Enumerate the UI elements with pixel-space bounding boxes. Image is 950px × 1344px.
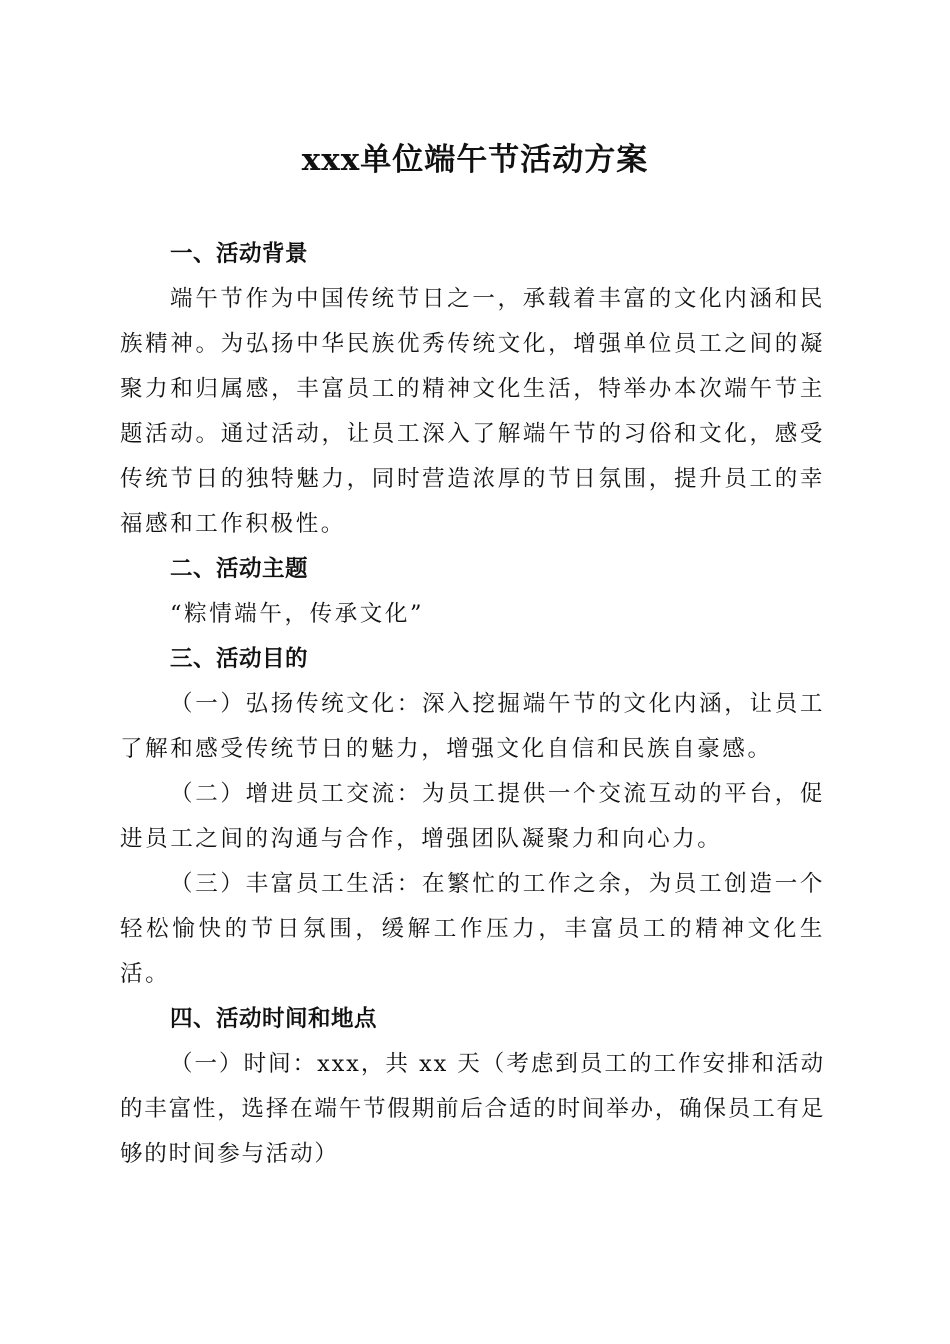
theme-paragraph: “粽情端午，传承文化” — [170, 601, 425, 627]
purpose-item-3: （三）丰富员工生活：在繁忙的工作之余，为员工创造一个轻松愉快的节日氛围，缓解工作压力，丰富员工的精神文化生活。 — [120, 871, 825, 987]
document-title: xxx单位端午节活动方案 — [301, 142, 649, 178]
background-paragraph: 端午节作为中国传统节日之一，承载着丰富的文化内涵和民族精神。为弘扬中华民族优秀传统文化，增强单位员工之间的凝聚力和归属感，丰富员工的精神文化生活，特举办本次端午节主题活动。通过活动，让员工深入了解端午节的习俗和文化，感受传统节日的独特魅力，同时营造浓厚的节日氛围，提升员工的幸福感和工作积极性。 — [120, 286, 825, 537]
section-heading-background: 一、活动背景 — [170, 241, 309, 267]
section-heading-time-place: 四、活动时间和地点 — [170, 1006, 378, 1032]
section-heading-theme: 二、活动主题 — [170, 556, 309, 582]
section-heading-purpose: 三、活动目的 — [170, 646, 309, 672]
time-item-1: （一）时间：xxx，共 xx 天（考虑到员工的工作安排和活动的丰富性，选择在端午节假期前后合适的时间举办，确保员工有足够的时间参与活动） — [120, 1051, 825, 1167]
purpose-item-2: （二）增进员工交流：为员工提供一个交流互动的平台，促进员工之间的沟通与合作，增强团队凝聚力和向心力。 — [120, 781, 825, 852]
document-body — [120, 232, 825, 1177]
purpose-item-1: （一）弘扬传统文化：深入挖掘端午节的文化内涵，让员工了解和感受传统节日的魅力，增强文化自信和民族自豪感。 — [120, 691, 825, 762]
